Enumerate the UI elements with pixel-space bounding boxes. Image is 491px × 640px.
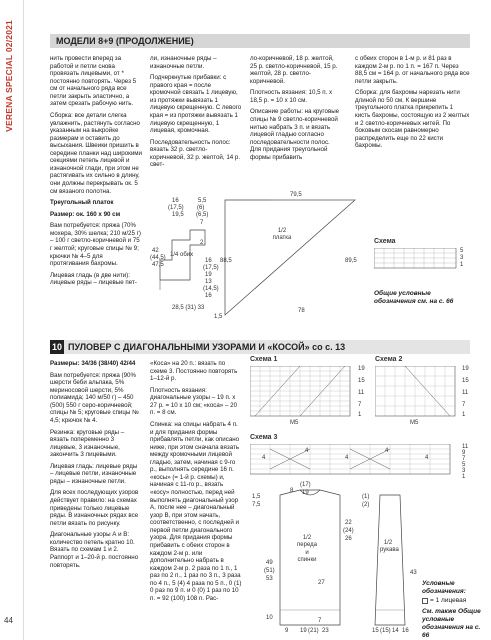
- section-number: 10: [51, 342, 62, 352]
- cable-mark: 4: [385, 448, 389, 454]
- dim-label: 1/2 платка: [272, 228, 292, 242]
- dim-label: (15): [380, 628, 391, 634]
- cable-mark: 4: [425, 455, 429, 461]
- dim-label: 49: [266, 560, 273, 566]
- text-column-1: [50, 360, 142, 630]
- dim-label: (17): [300, 482, 311, 488]
- paragraph: Лицевая гладь: лицевые ряды – лицевые петли, изнаночные ряды – изнаночные петли.: [50, 462, 138, 485]
- section-header-pullover: [50, 340, 470, 354]
- magazine-title: VERENA SPECIAL 02/2021: [4, 20, 14, 132]
- row-number: 5: [460, 248, 464, 254]
- dim-label: 78: [298, 308, 305, 314]
- dim-label: 42: [152, 248, 159, 254]
- dim-label: 9: [285, 628, 289, 634]
- text-column-3: [250, 55, 342, 180]
- page-number: 44: [4, 616, 13, 626]
- dim-label: (17,5): [203, 265, 219, 271]
- dim-label: 14: [392, 628, 399, 634]
- dim-label: 19,5: [172, 212, 184, 218]
- dim-label: 27: [318, 580, 325, 586]
- paragraph: Вам потребуется: пряжа (90% шерсти беби альпака, 5% мериносовой шерсти, 5% полиамида; 140 м/50 г) – 450 (500) 550 г серо-коричневой; спицы № 5; круговые спицы № 4,5; крючок № 4.: [50, 371, 139, 424]
- dim-label: 7: [200, 220, 204, 226]
- dim-label: (6,5): [196, 212, 209, 218]
- cable-mark: 4: [305, 448, 309, 454]
- scheme-title: Схема: [374, 238, 396, 245]
- paragraph: Размер: ок. 160 х 90 см: [50, 210, 121, 218]
- dim-label: (51): [264, 568, 275, 574]
- row-number: 7: [462, 456, 466, 462]
- row-number: 7: [358, 402, 362, 408]
- rapport-label: М5: [290, 420, 299, 426]
- row-number: 7: [462, 402, 466, 408]
- dim-label: 5,5: [198, 198, 207, 204]
- legend-symbol: [422, 598, 428, 604]
- row-number: 1: [462, 412, 466, 418]
- magazine-sidebar: [0, 0, 24, 640]
- row-number: 1: [462, 474, 466, 480]
- dim-label: (17,5): [168, 205, 184, 211]
- row-number: 11: [358, 390, 365, 396]
- paragraph: Сборка: для бахромы нарезать нити длиной по 50 см. К вершине треугольного платка прикрепить 1 кисть бахромы, состоящую из 2 желтых и 2 светло-коричневых нитей. По боковым скосам равномерно распределить еще по 22 кисти бахромы.: [355, 89, 470, 150]
- dim-label: (6): [197, 205, 205, 211]
- scheme-3-grid: [250, 444, 460, 476]
- dim-label: (21): [308, 628, 319, 634]
- row-number: 11: [462, 444, 469, 450]
- paragraph: Подчеркнутые прибавки: с правого края = после кромочной связать 1 лицевую, из протяжки вывязать 1 лицевую скрещенную. С левого края = из протяжки вывязать 1 лицевую скрещенную, 1 лицевая, кромочная.: [150, 74, 242, 135]
- text-column-2: [150, 55, 242, 180]
- cable-mark: 4: [345, 455, 349, 461]
- section-title: МОДЕЛИ 8+9 (ПРОДОЛЖЕНИЕ): [56, 36, 194, 46]
- row-number: 1: [358, 412, 362, 418]
- dim-label: 16: [172, 198, 179, 204]
- dim-label: 89,5: [345, 258, 357, 264]
- dim-label: 19: [205, 272, 212, 278]
- dim-label: 79,5: [290, 192, 302, 198]
- pattern-diagram-sleeve: [370, 485, 410, 635]
- dim-label: 1/2 рукава: [380, 540, 399, 554]
- row-number: 3: [460, 255, 464, 261]
- dim-label: (1): [362, 494, 370, 500]
- paragraph: с обеих сторон в 1-м р. и 81 раз в каждом 2-м р. по 1 п. = 167 п. Через 88,5 см = 164 р. от начального ряда все петли закрыть.: [355, 55, 470, 85]
- dim-label: 16: [205, 293, 212, 299]
- scheme-1-grid: [250, 366, 355, 418]
- row-number: 19: [358, 366, 365, 372]
- paragraph: Лицевая гладь (в двe нити): лицевые ряды – лицевые пет-: [50, 271, 137, 287]
- paragraph: Спинка: на спицы набрать 4 п. и для придания формы прибавлять петли, как описано ниже, при этом сначала вязать между кромочными лицевой гладью, затем, начиная с 9-го р., выполнять середине 16 п. «косы» (= 1-й р. схемы) и, начиная с 11-го р., вязать «косу» полностью, перед ней выполнять диагональный узор А, после нее – диагональный узор B, при этом начать, соответственно, с последней и первой петли диагонального узора. Для придания формы прибавить с обеих сторон в каждом 2-м р. или дополнительно набрать в каждом 2-м р. 2 раза по 1 п., 1 раз по 2 п., 1 раз по 3 п., 3 раза по 4 п., 5 (4) 4 раза по 5 п., 0 (1) 0 раз по 9 п. и 0 (0) 1 раз по 10 п. = 92 (100) 108 п. Рас-: [150, 420, 242, 602]
- dim-label: 10: [266, 615, 273, 621]
- text-column-1: [50, 55, 142, 340]
- row-number: 15: [358, 378, 365, 384]
- dim-label: 8: [290, 488, 294, 494]
- text-column-4: [355, 55, 470, 180]
- paragraph: нить провести вперед за работой и петли снова провязать лицевыми, от * постоянно повторять. Через 5 см от начального ряда все петли закрыть эластично, а затем срезать рабочую нить.: [50, 55, 137, 108]
- scheme-title: Схема 1: [250, 356, 278, 363]
- dim-label: 15: [372, 628, 379, 634]
- dim-label: 7,5: [252, 502, 261, 508]
- legend-note: Общие условные обозначения см. на с. 66: [374, 290, 454, 305]
- dim-label: 26: [345, 536, 352, 542]
- section-header-models-8-9: [50, 34, 470, 48]
- legend-note: См. также Общие условные обозначения на с. 66: [422, 608, 481, 639]
- paragraph: Диагональные узоры А и В: количество петель кратно 10. Вязать по схемам 1 и 2. Раппорт и 1–20-й р. постоянно повторять.: [50, 531, 139, 569]
- rapport-label: М5: [410, 420, 419, 426]
- dim-label: (44,5): [150, 255, 166, 261]
- paragraph: Последовательность полос: вязать 32 р. светло-коричневой, 32 р. желтой, 14 р. свет-: [150, 138, 241, 169]
- dim-label: 16: [205, 258, 212, 264]
- cable-mark: 4: [262, 455, 266, 461]
- row-number: 5: [462, 462, 466, 468]
- dim-label: 1,5: [214, 314, 223, 320]
- scheme-grid: [374, 248, 464, 270]
- subheading: Треугольный платок: [50, 199, 114, 207]
- dim-label: 1,5: [252, 494, 261, 500]
- dim-label: (2): [362, 502, 370, 508]
- scheme-2-grid: [375, 366, 460, 418]
- row-number: 15: [462, 378, 469, 384]
- row-number: 11: [462, 390, 469, 396]
- paragraph: Плотность вязания: диагональные узоры – 19 п. х 27 р. = 10 х 10 см; «коса» – 20 п. = 8 см.: [150, 386, 238, 417]
- dim-label: (24): [343, 528, 354, 534]
- dim-label: 13: [205, 279, 212, 285]
- dim-label: 19: [300, 628, 307, 634]
- text-column-2: [150, 360, 242, 630]
- paragraph: ли, изнаночные ряды – изнаночные петли.: [150, 55, 217, 70]
- dim-label: 22: [345, 520, 352, 526]
- scheme-title: Схема 2: [375, 356, 403, 363]
- paragraph: ло-коричневой, 18 р. желтой, 25 р. светло-коричневой, 15 р. желтой, 28 р. светло-коричневой.: [250, 55, 338, 85]
- dim-label: 7: [318, 618, 322, 624]
- dim-label: 47,5: [152, 262, 164, 268]
- paragraph: Резинка: круговые ряды – вязать попеременно 3 лицевые, 3 изнаночные, закончить 3 лицевыми.: [50, 428, 125, 459]
- row-number: 9: [462, 450, 466, 456]
- paragraph: Для всех последующих узоров действует правило: на схемах приведены только лицевые ряды. В изнаночных рядах все петли вязать по рисунку.: [50, 489, 139, 527]
- row-number: 3: [462, 468, 466, 474]
- dim-label: 88,5: [220, 258, 232, 264]
- dim-label: 1/4 обих: [170, 252, 194, 258]
- paragraph: Сборка: все детали слегка увлажнить, растянуть согласно указанным на выкройке размерам и оставить до высыхания. Швеики пришить в середине планки над широкими секциями петель лицевой и изнаночной глади, при этом не растягивать их сильно в длину, они должны перекрывать ок. 5 см вязаного полотна.: [50, 111, 142, 195]
- dim-label: 16: [402, 628, 409, 634]
- paragraph: Размеры: 34/36 (38/40) 42/44: [50, 360, 136, 367]
- row-number: 19: [462, 366, 469, 372]
- scheme-title: Схема 3: [250, 434, 278, 441]
- dim-label: (14,5): [203, 286, 219, 292]
- dim-label: 28,5 (31) 33: [172, 305, 205, 311]
- legend-item: = 1 лицевая: [430, 597, 467, 604]
- dim-label: 23: [322, 628, 329, 634]
- paragraph: Вам потребуется: пряжа (70% мохера, 30% шелка; 210 м/25 г) – 100 г светло-коричневой и 75 г желтой; круговые спицы № 9; крючки № 4–5 для протягивания бахромы.: [50, 222, 141, 268]
- dim-label: 19: [302, 490, 309, 496]
- section-title: ПУЛОВЕР С ДИАГОНАЛЬНЫМИ УЗОРАМИ И «КОСОЙ» со с. 13: [68, 342, 346, 352]
- paragraph: «Коса» на 20 п.: вязать по схеме 3. Постоянно повторять 1–12-й р.: [150, 360, 238, 383]
- legend-title: Условные обозначения:: [422, 580, 466, 595]
- paragraph: Описание работы: на круговые спицы № 9 светло-коричневой нитью набрать 3 п. и вязать лицевой гладью согласно последовательности полос. Для придания треугольной формы прибавить: [250, 108, 340, 161]
- dim-label: 2: [200, 240, 204, 246]
- dim-label: 53: [266, 576, 273, 582]
- paragraph: Плотность вязания: 10,5 п. х 18,5 р. = 10 х 10 см.: [250, 89, 333, 104]
- dim-label: 43: [410, 570, 417, 576]
- row-number: 1: [460, 262, 464, 268]
- dim-label: 1/2 переда и спинки: [297, 535, 317, 563]
